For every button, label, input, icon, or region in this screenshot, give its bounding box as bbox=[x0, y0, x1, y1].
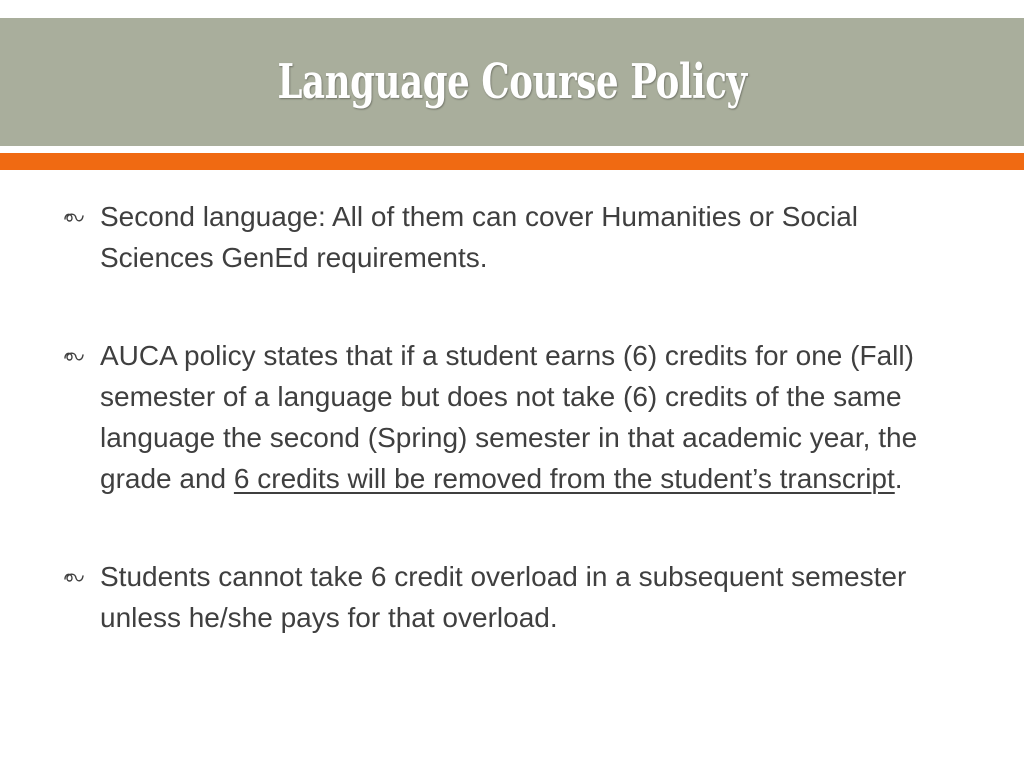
accent-band bbox=[0, 153, 1024, 170]
slide-content bbox=[0, 196, 1024, 638]
underlined-emphasis-text: 6 credits will be removed from the student’s transcript bbox=[233, 463, 895, 494]
title-band bbox=[0, 18, 1024, 146]
bullet-text-end: . bbox=[894, 463, 903, 494]
curl-bullet-icon bbox=[63, 210, 85, 224]
bullet-item bbox=[0, 556, 1024, 638]
curl-bullet-icon bbox=[63, 349, 85, 363]
curl-bullet-icon bbox=[63, 570, 85, 584]
band-divider bbox=[0, 146, 1024, 152]
bullet-text: Second language: All of them can cover Humanities or Social Sciences GenEd requirements. bbox=[100, 201, 858, 273]
bullet-item bbox=[0, 335, 1024, 499]
bullet-text: AUCA policy states that if a student earns (6) credits for one (Fall) semester of a language but does not take (6) credits of the same language the second (Spring) semester in that academic year, the grade and bbox=[100, 340, 918, 494]
slide-title: Language Course Policy bbox=[277, 54, 747, 110]
bullet-item bbox=[0, 196, 1024, 278]
bullet-text: Students cannot take 6 credit overload in a subsequent semester unless he/she pays for that overload. bbox=[100, 561, 907, 633]
